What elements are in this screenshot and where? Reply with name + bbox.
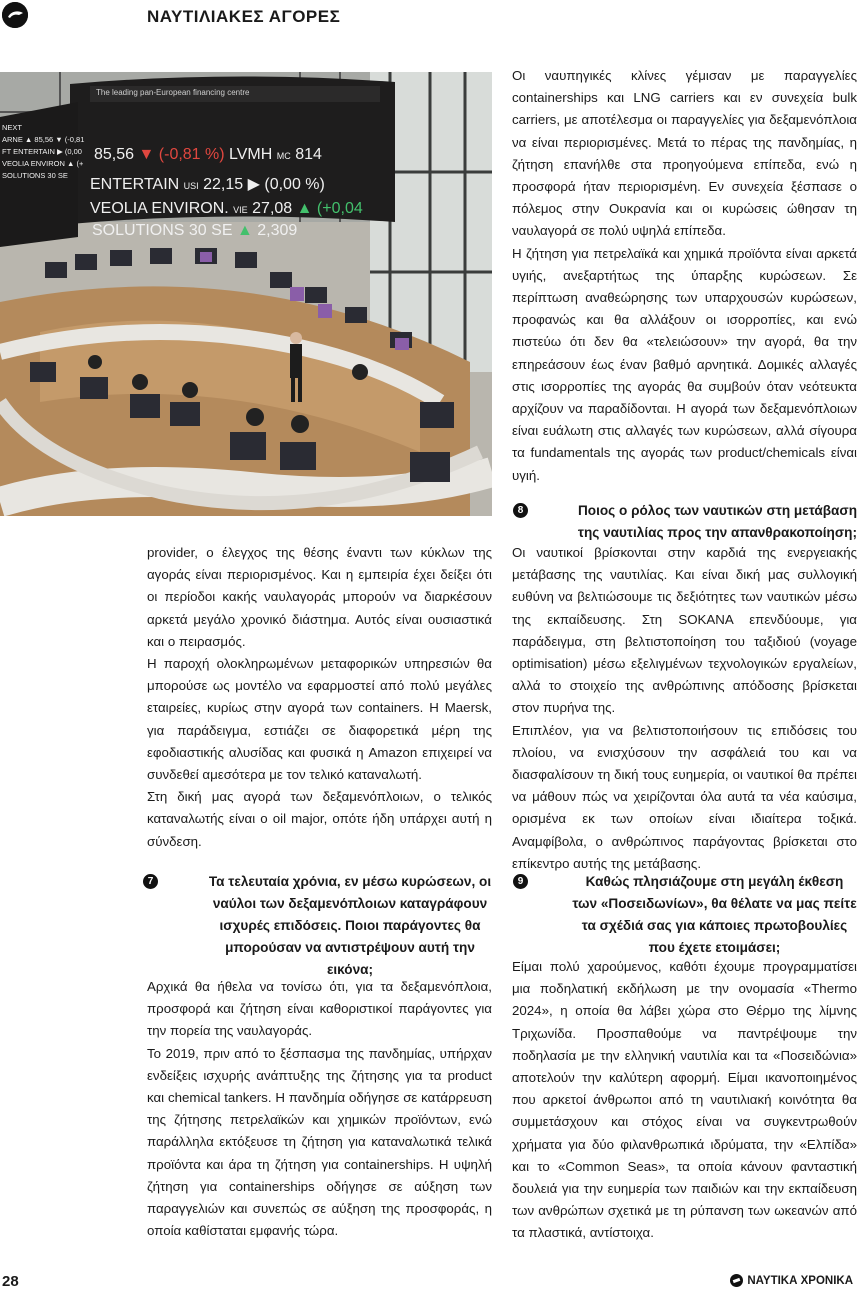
ticker-change: ▲ — [236, 222, 253, 239]
ticker-caption: The leading pan-European financing centre — [96, 88, 250, 97]
answer-9 — [512, 956, 857, 1245]
question-number-badge: 9 — [513, 874, 528, 889]
left-sign-line: ARNE ▲ 85,56 ▼ (-0,81 — [2, 135, 85, 144]
paragraph: Οι ναυτικοί βρίσκονται στην καρδιά της ενεργειακής μετάβασης της ναυτιλίας. Και είναι δική μας συλλογική ευθύνη να βελτιώσουμε τις δεξιότητες των ναυτικών μέσω της εκπαίδευσης. Στη SOKANA επενδύουμε, για παράδειγμα, στη βελτιστοποίηση του ταξιδιού (voyage optimisation) μέσω εξελιγμένων τεχνολογικών εργαλείων, αλλά το στοιχείο της ανθρώπινης απόδοσης βρίσκεται στον πυρήνα της. — [512, 545, 857, 716]
question-number-badge: 8 — [513, 503, 528, 518]
paragraph: provider, ο έλεγχος της θέσης έναντι των κύκλων της αγοράς είναι περιορισμένος. Και η εμπειρία έχει δείξει ότι οι περίοδοι κακής ναυλαγοράς μπορούν να διαρκέσουν αρκετά μεγάλο χρονικό διάστημα. Αυτός είναι ουσιαστικά και ο πειρασμός. — [147, 545, 492, 649]
ticker-company: LVMH — [229, 146, 273, 163]
brand-name: ΝΑΥΤΙΚΑ ΧΡΟΝΙΚΑ — [747, 1274, 853, 1287]
ticker-symbol: SOLUTIONS 30 SE — [92, 222, 233, 239]
ticker-change: ▶ (0,00 %) — [247, 176, 325, 193]
section-compass-icon — [2, 2, 28, 28]
ticker-symbol: VEOLIA ENVIRON. — [90, 200, 229, 217]
ticker-row — [94, 146, 322, 164]
paragraph: Επιπλέον, για να βελτιστοποιήσουν τις επιδόσεις του πλοίου, να ενισχύσουν την ασφάλειά του και να διασφαλίσουν τη δική τους ευημερία, οι ναυτικοί θα πρέπει να μάθουν πώς να χειρίζονται όλα αυτά τα νέα καύσιμα, ορισμένα εκ των οποίων είναι ιδιαίτερα τοξικά. Αναμφίβολα, ο ανθρώπινος παράγοντας βρίσκεται στο επίκεντρο αυτής της μετάβασης. — [512, 722, 857, 871]
left-sign-line: FT ENTERTAIN ▶ (0,00 — [2, 147, 82, 156]
ticker-price: 814 — [295, 146, 322, 163]
brand-logo-icon — [730, 1274, 743, 1287]
left-sign-line: NEXT — [2, 123, 23, 132]
question-7-heading: Τα τελευταία χρόνια, εν μέσω κυρώσεων, οι ναύλοι των δεξαμενόπλοιων καταγράφουν ισχυρές επιδόσεις. Ποιοι παράγοντες θα μπορούσαν να αντιστρέψουν αυτή την εικόνα; — [208, 874, 492, 977]
right-column-intro — [512, 65, 857, 487]
left-column-intro — [147, 542, 492, 853]
answer-8 — [512, 542, 857, 875]
ticker-market: VIE — [233, 205, 248, 215]
left-sign-line: VEOLIA ENVIRON ▲ (+ — [2, 159, 84, 168]
footer-brand — [730, 1274, 853, 1287]
ticker-change: ▲ (+0,04 — [296, 200, 363, 217]
ticker-price: 22,15 — [203, 176, 244, 193]
paragraph: Οι ναυπηγικές κλίνες γέμισαν με παραγγελίες containerships και LNG carriers και εν συνεχεία bulk carriers, με αποτέλεσμα οι παραγγελίες για δεξαμενόπλοια να είναι περιορισμένες. Μετά το πέρας της πανδημίας, η ζήτηση επανήλθε στα προηγούμενα επίπεδα, ενώ η προσφορά ήταν περιορισμένη. Εν συνεχεία ξέσπασε ο πόλεμος στην Ουκρανία και οι κυρώσεις ώθησαν τη ναυλαγορά σε πολύ υψηλά επίπεδα. — [512, 68, 857, 239]
ticker-row — [90, 174, 325, 194]
page-number: 28 — [2, 1273, 19, 1290]
ticker-change: ▼ (-0,81 %) — [138, 146, 225, 163]
paragraph: Αρχικά θα ήθελα να τονίσω ότι, για τα δεξαμενόπλοια, προσφορά και ζήτηση είναι καθοριστικοί παράγοντες για την πορεία της ναυλαγοράς. — [147, 979, 492, 1039]
paragraph: Στη δική μας αγορά των δεξαμενόπλοιων, ο τελικός καταναλωτής είναι ο oil major, οπότε ήδη υπάρχει αυτή η σύνδεση. — [147, 789, 492, 849]
question-9-heading: Καθώς πλησιάζουμε στη μεγάλη έκθεση των «Ποσειδωνίων», θα θέλατε να μας πείτε τα σχέδιά σας για κάποιες πρωτοβουλίες που έχετε ετοιμάσει; — [572, 874, 857, 955]
ticker-row — [92, 222, 297, 240]
paragraph: Είμαι πολύ χαρούμενος, καθότι έχουμε προγραμματίσει μια ποδηλατική εκδήλωση με την ονομασία «Thermo 2024», η οποία θα λάβει χώρα στο Θέρμο της λίμνης Τριχωνίδα. Προσπαθούμε να παντρέψουμε την ποδηλασία με την ελληνική ναυτιλία και τα «Ποσειδώνια» αποτελούν την καλύτερη αφορμή. Είμαι ικανοποιημένος που αρκετοί άνθρωποι από τη ναυτιλιακή κοινότητα θα συμμετάσχουν και στόχος είναι να συγκεντρωθούν χρήματα για δύο φιλανθρωπικά ιδρύματα, την «Ελπίδα» και το «Common Seas», τα οποία κάνουν φανταστική δουλειά για την ευημερία των παιδιών και την εκπαίδευση των ανθρώπων σχετικά με τη ρύπανση των ωκεανών από τα πλαστικά, αντίστοιχα. — [512, 959, 857, 1241]
paragraph: Η παροχή ολοκληρωμένων μεταφορικών υπηρεσιών θα μπορούσε ως μοντέλο να εφαρμοστεί από πολύ μεγάλες εταιρείες, κυρίως στην αγορά των containers. Η Maersk, για παράδειγμα, εστιάζει σε διαφορετικά μέρη της εφοδιαστικής αλυσίδας και φυσικά η Amazon επιχειρεί να συνδεθεί αμεσότερα με τον τελικό καταναλωτή. — [147, 656, 492, 783]
ticker-market: MC — [276, 151, 291, 161]
ticker-symbol: 85,56 — [94, 146, 135, 163]
question-8-heading: Ποιος ο ρόλος των ναυτικών στη μετάβαση της ναυτιλίας προς την απανθρακοποίηση; — [577, 503, 857, 540]
left-ticker-sign — [2, 122, 84, 182]
question-number-badge: 7 — [143, 874, 158, 889]
ticker-row — [90, 200, 363, 218]
ticker-symbol: ENTERTAIN — [90, 176, 180, 193]
left-sign-line: SOLUTIONS 30 SE — [2, 171, 68, 180]
ticker-market: USI — [183, 181, 199, 191]
paragraph: Το 2019, πριν από το ξέσπασμα της πανδημίας, υπήρχαν ενδείξεις ισχυρής ανάπτυξης της ζήτησης για τα product και chemical tankers. Η πανδημία οδήγησε σε κατάρρευση της ζήτησης πετρελαϊκών και χημικών προϊόντων, ενώ παράλληλα εκτόξευσε τη ζήτηση για καταναλωτικά τελικά προϊόντα και άρα τη ζήτηση για containerships. Η υψηλή ζήτηση για containerships οδήγησε σε αύξηση των παραγγελιών και συνεπώς σε αύξηση της προσφοράς, η οποία καθίσταται εμφανής τώρα. — [147, 1045, 492, 1239]
section-title: ΝΑΥΤΙΛΙΑΚΕΣ ΑΓΟΡΕΣ — [147, 7, 341, 26]
trading-floor-photo — [0, 72, 492, 516]
ticker-price: 2,309 — [257, 222, 298, 239]
paragraph: Η ζήτηση για πετρελαϊκά και χημικά προϊόντα είναι αρκετά υγιής, ανεξαρτήτως της ύπαρξης κυρώσεων. Σε περίπτωση αναθεώρησης των υπαρχουσών κυρώσεων, προφανώς και θα αλλάξουν οι ισορροπίες, και ενώ πιστεύω ότι δεν θα «τελειώσουν» την αγορά, θα την επηρεάσουν έως έναν βαθμό αρνητικά. Δομικές αλλαγές στις ισορροπίες της αγοράς θα συμβούν όταν νεότευκτα αρχίζουν να παραδίδονται. Η αγορά των δεξαμενόπλοιων είναι ευάλωτη στις αλλαγές των κυρώσεων, αλλά σίγουρα τα fundamentals της αγοράς των product/chemicals είναι υγιή. — [512, 245, 857, 483]
answer-7 — [147, 976, 492, 1242]
ticker-price: 27,08 — [252, 200, 293, 217]
